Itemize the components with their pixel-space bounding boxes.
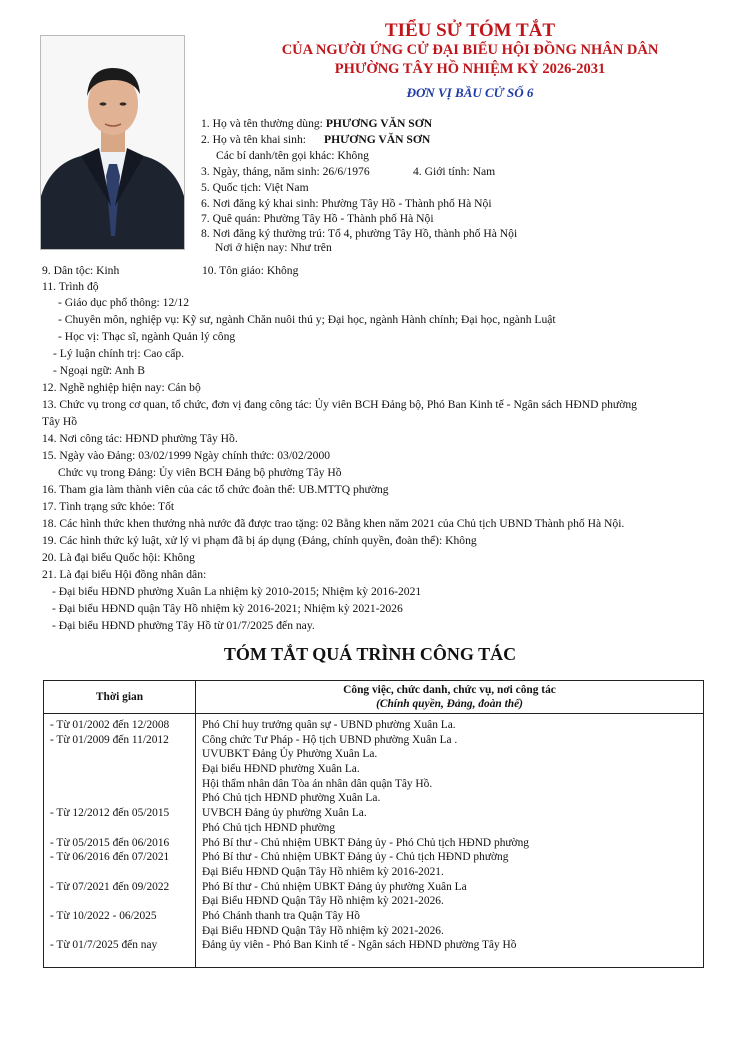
- date-of-birth: 3. Ngày, tháng, năm sinh: 26/6/1976: [201, 165, 370, 178]
- job-entry: Phó Chủ tịch HĐND phường Xuân La.: [202, 792, 381, 805]
- period-entry: [50, 777, 195, 792]
- period-entry: [50, 821, 195, 836]
- table-header-row: [44, 681, 704, 714]
- portrait-photo: [40, 35, 185, 250]
- period-entry: - Từ 01/2002 đến 12/2008: [50, 719, 170, 731]
- birth-name-value: PHƯƠNG VĂN SƠN: [323, 133, 431, 146]
- gender: 4. Giới tính: Nam: [413, 165, 496, 178]
- organization-membership: 16. Tham gia làm thành viên của các tổ chức đoàn thể: UB.MTTQ phường: [42, 483, 389, 496]
- period-entry: [50, 924, 195, 939]
- job-entry: Đảng ủy viên - Phó Ban Kinh tế - Ngân sách HĐND phường Tây Hồ: [202, 939, 517, 952]
- state-awards: 18. Các hình thức khen thưởng nhà nước đã được trao tặng: 02 Bằng khen năm 2021 của Chủ tịch UBND Thành phố Hà Nội.: [42, 517, 625, 530]
- period-entry: - Từ 06/2016 đến 07/2021: [50, 851, 170, 864]
- nationality: 5. Quốc tịch: Việt Nam: [201, 181, 309, 194]
- education-general: - Giáo dục phổ thông: 12/12: [58, 296, 190, 309]
- birth-registration: 6. Nơi đăng ký khai sinh: Phường Tây Hồ - Thành phố Hà Nội: [201, 197, 492, 210]
- job-entry: Đại Biểu HĐND Quận Tây Hồ nhiệm kỳ 2021-2026.: [202, 924, 444, 937]
- job-column-header-line-2: (Chính quyền, Đảng, đoàn thể): [376, 698, 523, 710]
- period-entry: - Từ 01/7/2025 đến nay: [50, 939, 158, 952]
- period-entry: [50, 865, 195, 880]
- period-entry: - Từ 05/2015 đến 06/2016: [50, 836, 170, 849]
- job-entry: Đại biểu HĐND phường Xuân La.: [202, 763, 360, 776]
- time-column-header: Thời gian: [44, 681, 196, 714]
- education-language: - Ngoại ngữ: Anh B: [53, 364, 145, 377]
- document-subtitle-line-1: CỦA NGƯỜI ỨNG CỬ ĐẠI BIỂU HỘI ĐỒNG NHÂN DÂN: [281, 42, 659, 58]
- birth-name-label: 2. Họ và tên khai sinh:: [201, 133, 306, 146]
- education-major: - Chuyên môn, nghiệp vụ: Kỹ sư, ngành Chăn nuôi thú y; Đại học, ngành Hành chính; Đại học, ngành Luật: [58, 313, 556, 326]
- party-join-dates: 15. Ngày vào Đảng: 03/02/1999 Ngày chính thức: 03/02/2000: [42, 449, 331, 462]
- current-residence: Nơi ở hiện nay: Như trên: [215, 241, 332, 254]
- job-entry: Đại Biểu HĐND Quận Tây Hồ nhiệm kỳ 2021-2026.: [202, 895, 444, 908]
- ethnicity: 9. Dân tộc: Kinh: [42, 264, 120, 277]
- document-subtitle-line-2: PHƯỜNG TÂY HỒ NHIỆM KỲ 2026-2031: [334, 61, 606, 77]
- workplace: 14. Nơi công tác: HĐND phường Tây Hồ.: [42, 432, 238, 445]
- job-column: [196, 714, 704, 968]
- education-politics: - Lý luận chính trị: Cao cấp.: [53, 347, 185, 360]
- work-history-title: TÓM TẮT QUÁ TRÌNH CÔNG TÁC: [223, 644, 517, 664]
- period-entry: [50, 791, 195, 806]
- period-entry: [50, 894, 195, 909]
- peoples-council-term-3: - Đại biểu HĐND phường Tây Hồ từ 01/7/2025 đến nay.: [52, 619, 315, 632]
- job-entry: Phó Chỉ huy trưởng quân sự - UBND phường Xuân La.: [202, 719, 456, 731]
- job-entry: Đại Biểu HĐND Quận Tây Hồ nhiêm kỳ 2016-2021.: [202, 865, 444, 878]
- current-position-line-1: 13. Chức vụ trong cơ quan, tổ chức, đơn vị đang công tác: Ủy viên BCH Đảng bộ, Phó Ban Kinh tế - Ngân sách HĐND phường: [42, 398, 637, 411]
- job-entry: Phó Chủ tịch HĐND phường: [202, 821, 336, 834]
- peoples-council-term-2: - Đại biểu HĐND quận Tây Hồ nhiệm kỳ 2016-2021; Nhiệm kỳ 2021-2026: [52, 602, 403, 615]
- occupation: 12. Nghề nghiệp hiện nay: Cán bộ: [42, 381, 201, 394]
- party-role: Chức vụ trong Đảng: Ủy viên BCH Đảng bộ phường Tây Hồ: [58, 466, 342, 479]
- job-column-header-line-1: Công việc, chức danh, chức vụ, nơi công tác: [343, 684, 556, 696]
- education-degree: - Học vị: Thạc sĩ, ngành Quản lý công: [58, 330, 236, 343]
- common-name-row: [201, 117, 432, 130]
- job-entry: UVUBKT Đảng Ủy Phường Xuân La.: [202, 748, 378, 761]
- birth-name-row: [201, 133, 430, 146]
- job-entry: Phó Bí thư - Chủ nhiệm UBKT Đảng ủy - Phó Chủ tịch HĐND phường: [202, 836, 529, 849]
- time-column: [44, 714, 196, 968]
- aliases: Các bí danh/tên gọi khác: Không: [216, 149, 369, 162]
- common-name-value: PHƯƠNG VĂN SƠN: [325, 117, 433, 130]
- current-position-line-2: Tây Hồ: [42, 415, 78, 428]
- job-entry: Phó Bí thư - Chủ nhiệm UBKT Đảng ủy phường Xuân La: [202, 880, 467, 893]
- period-entry: - Từ 07/2021 đến 09/2022: [50, 880, 170, 893]
- job-entry: Phó Chánh thanh tra Quận Tây Hồ: [202, 909, 360, 922]
- discipline: 19. Các hình thức kỷ luật, xử lý vi phạm đã bị áp dụng (Đảng, chính quyền, đoàn thể): Không: [42, 534, 477, 547]
- permanent-residence: 8. Nơi đăng ký thường trú: Tổ 4, phường Tây Hồ, thành phố Hà Nội: [201, 227, 518, 240]
- portrait-illustration: [41, 36, 184, 249]
- hometown: 7. Quê quán: Phường Tây Hồ - Thành phố Hà Nội: [201, 212, 434, 225]
- period-entry: [50, 762, 195, 777]
- table-row: [44, 714, 704, 968]
- job-entry: Hội thẩm nhân dân Tòa án nhân dân quận Tây Hồ.: [202, 777, 433, 790]
- peoples-council-term-1: - Đại biểu HĐND phường Xuân La nhiệm kỳ 2010-2015; Nhiệm kỳ 2016-2021: [52, 585, 422, 598]
- job-entry: UVBCH Đảng ủy phường Xuân La.: [202, 807, 367, 820]
- job-entry: Phó Bí thư - Chủ nhiệm UBKT Đảng ủy - Chủ tịch HĐND phường: [202, 851, 509, 864]
- document-title: TIỂU SỬ TÓM TẮT: [384, 20, 556, 41]
- job-column-header: [196, 681, 704, 714]
- national-assembly-delegate: 20. Là đại biểu Quốc hội: Không: [42, 551, 195, 564]
- religion: 10. Tôn giáo: Không: [202, 264, 299, 277]
- electoral-unit: ĐƠN VỊ BẦU CỬ SỐ 6: [406, 85, 534, 100]
- peoples-council-delegate: 21. Là đại biểu Hội đồng nhân dân:: [42, 568, 207, 581]
- period-entry: - Từ 10/2022 - 06/2025: [50, 909, 157, 922]
- job-entry: Công chức Tư Pháp - Hộ tịch UBND phường Xuân La .: [202, 733, 458, 746]
- period-entry: [50, 747, 195, 762]
- period-entry: - Từ 12/2012 đến 05/2015: [50, 807, 170, 820]
- work-history-table: [43, 680, 704, 968]
- period-entry: - Từ 01/2009 đến 11/2012: [50, 733, 169, 746]
- education-title: 11. Trình độ: [42, 280, 99, 293]
- health-status: 17. Tình trạng sức khỏe: Tốt: [42, 500, 175, 513]
- common-name-label: 1. Họ và tên thường dùng:: [201, 117, 326, 130]
